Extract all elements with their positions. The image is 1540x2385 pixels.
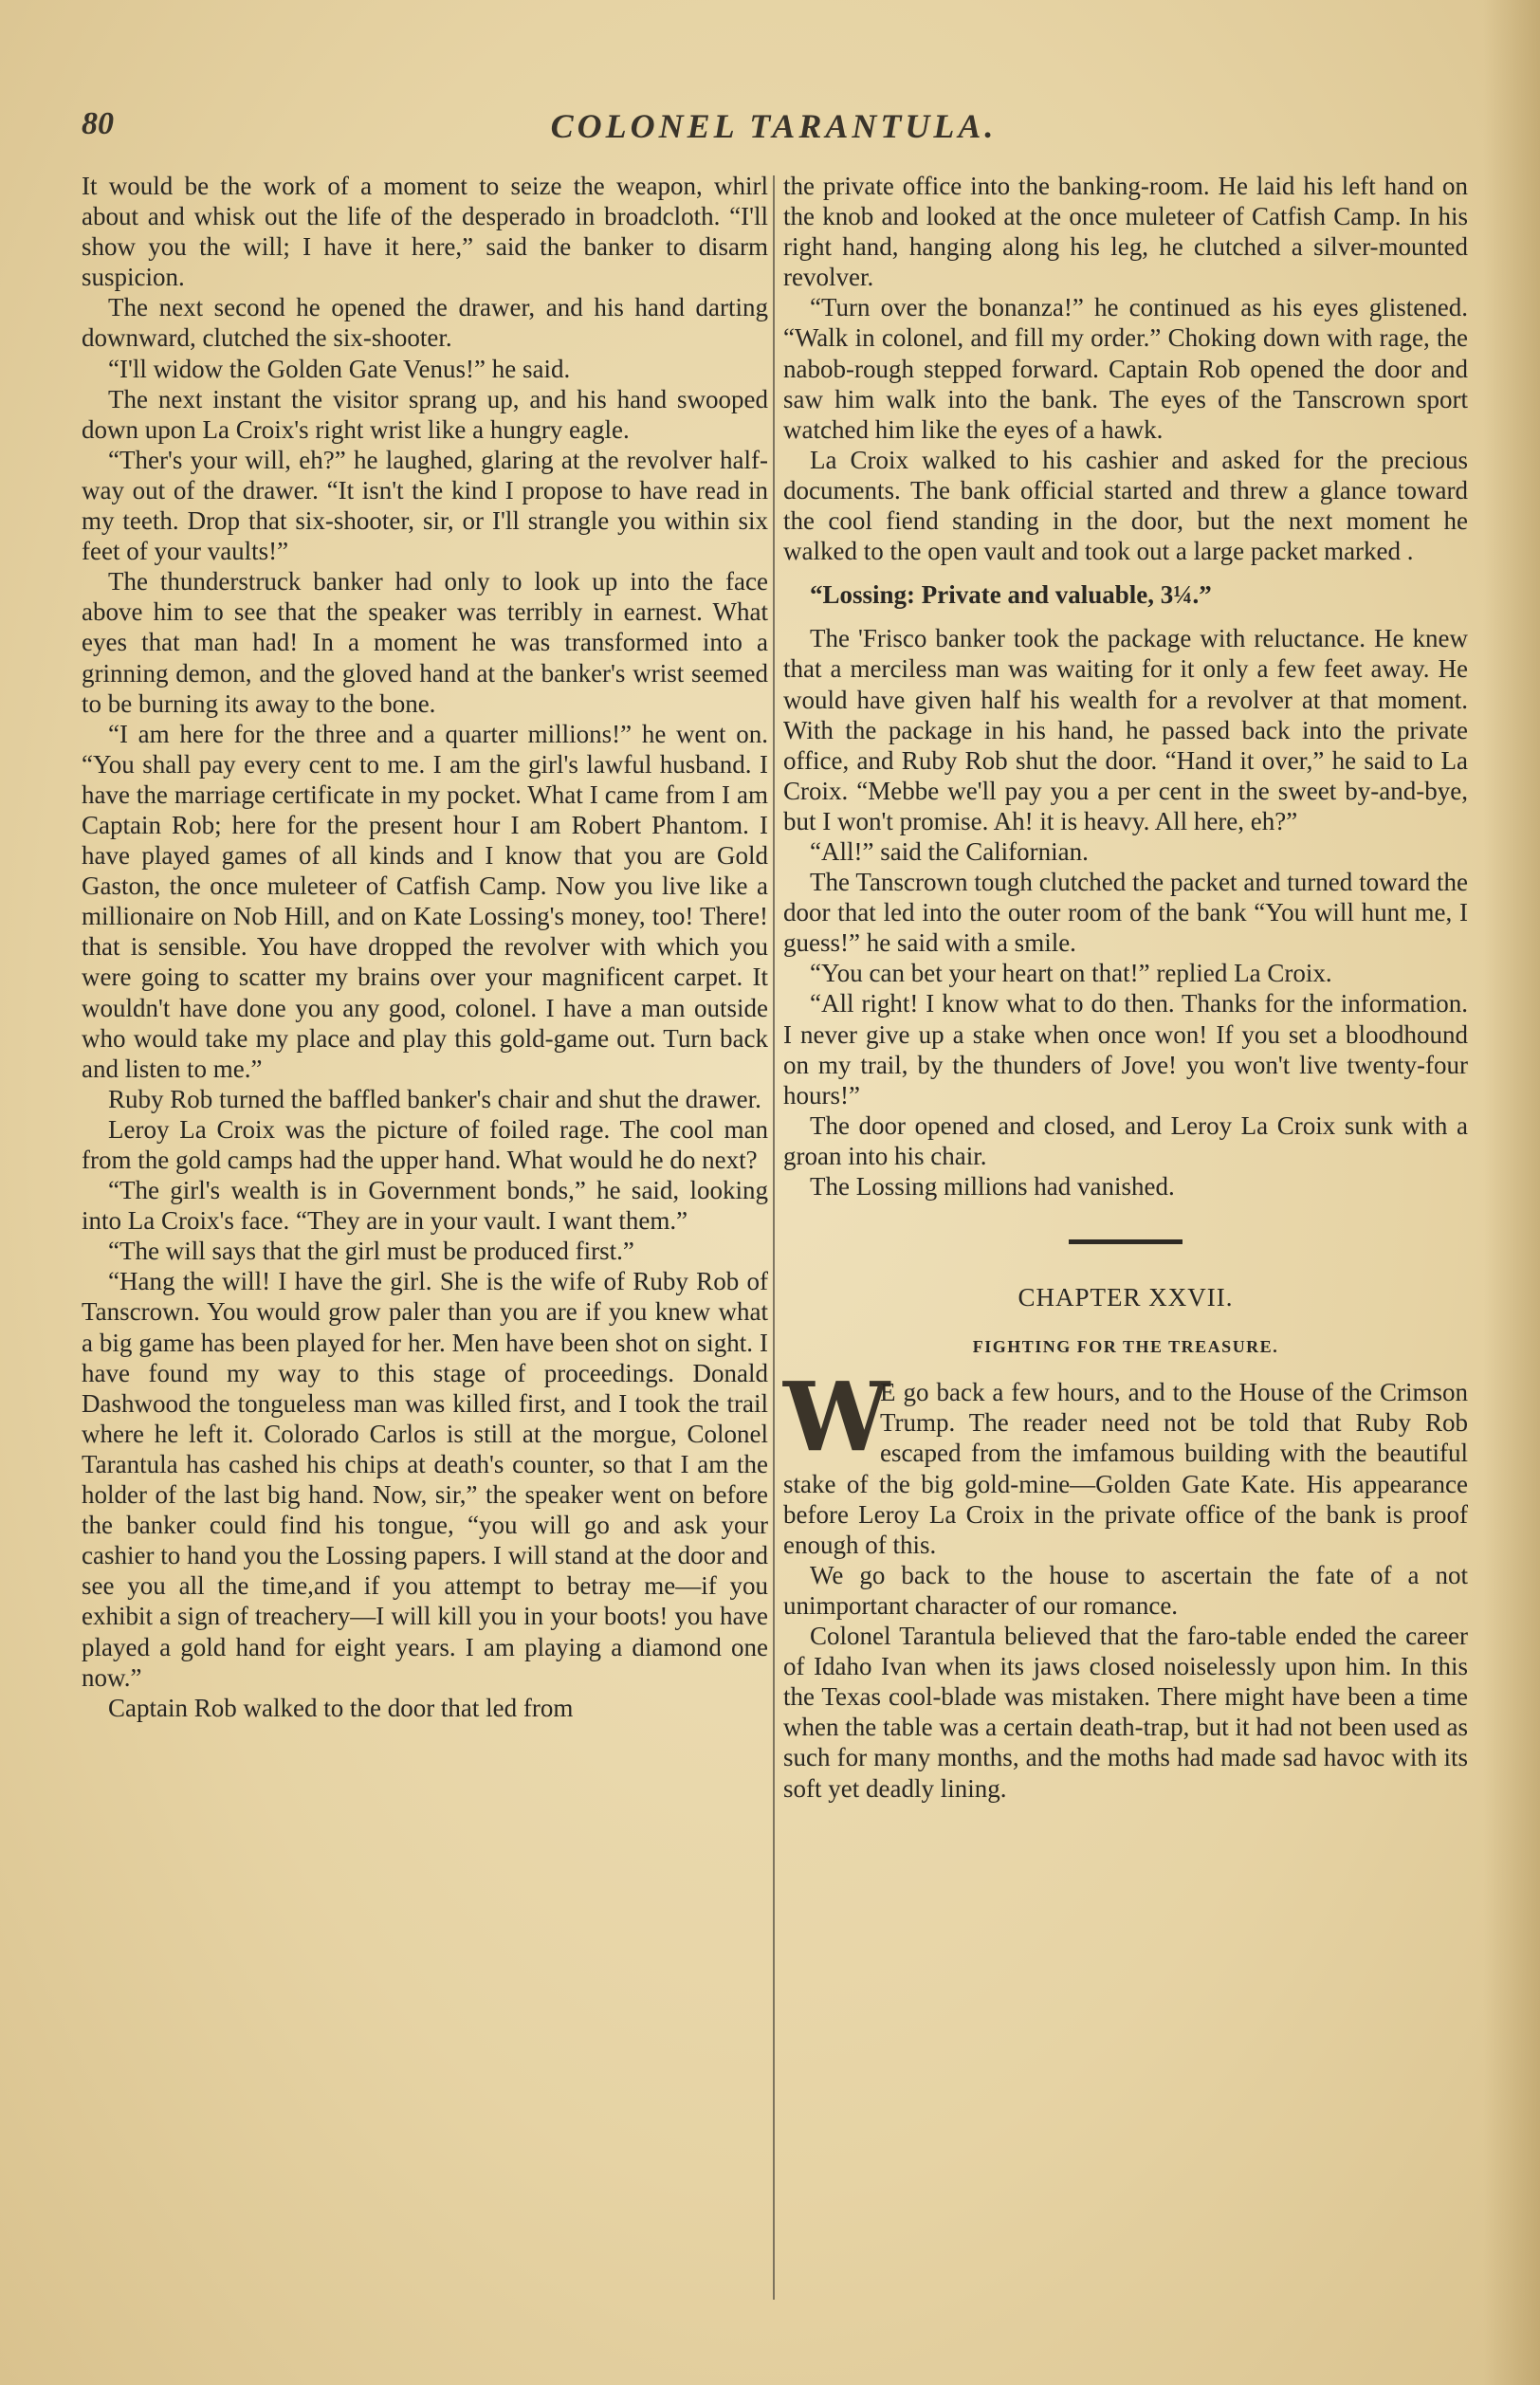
page-header	[82, 106, 1466, 154]
paragraph: “All right! I know what to do then. Thanks for the information. I never give up a stake when once won! If you set a bloodhound on my trail, by the thunders of Jove! you won't live twenty-four hours!”	[783, 989, 1468, 1110]
paragraph: the private office into the banking-room. He laid his left hand on the knob and looked at the once muleteer of Catfish Camp. In his right hand, hanging along his leg, he clutched a silver-mounted revolver.	[783, 172, 1468, 292]
paragraph: “I am here for the three and a quarter millions!” he went on. “You shall pay every cent to me. I am the girl's lawful husband. I have the marriage certificate in my pocket. What I came from I am Captain Rob; here for the present hour I am Robert Phantom. I have played games of all kinds and I know that you are Gold Gaston, the once muleteer of Catfish Camp. Now you live like a millionaire on Nob Hill, and on Kate Lossing's money, too! There! that is sensible. You have dropped the revolver with which you were going to scatter my brains over your magnificent carpet. It wouldn't have done you any good, colonel. I have a man outside who would take my place and play this gold-game out. Turn back and listen to me.”	[82, 719, 768, 1083]
paragraph: “Turn over the bonanza!” he continued as his eyes glistened. “Walk in colonel, and fill my order.” Choking down with rage, the nabob-rough stepped forward. Captain Rob opened the door and saw him walk into the bank. The eyes of the Tanscrown sport watched him like the eyes of a hawk.	[783, 293, 1468, 444]
chapter-opening-paragraph	[783, 1361, 1468, 1560]
paragraph: The 'Frisco banker took the package with reluctance. He knew that a merciless man was waiting for it only a few feet away. He would have given half his wealth for a revolver at that moment. With the package in his hand, he passed back into the private office, and Ruby Rob shut the door. “Hand it over,” he said to La Croix. “Mebbe we'll pay you a per cent in the sweet by-and-bye, but I won't promise. Ah! it is heavy. All here, eh?”	[783, 624, 1468, 835]
paragraph: “You can bet your heart on that!” replied La Croix.	[810, 959, 1332, 988]
paragraph: Leroy La Croix was the picture of foiled rage. The cool man from the gold camps had the upper hand. What would he do next?	[82, 1114, 768, 1174]
paragraph: Captain Rob walked to the door that led from	[108, 1693, 574, 1722]
paragraph: The next second he opened the drawer, and his hand darting downward, clutched the six-shooter.	[82, 293, 768, 353]
running-title: COLONEL TARANTULA.	[550, 107, 998, 145]
paragraph: The Tanscrown tough clutched the packet and turned toward the door that led into the outer room of the bank “You will hunt me, I guess!” he said with a smile.	[783, 868, 1468, 958]
paragraph: Colonel Tarantula believed that the faro-table ended the career of Idaho Ivan when its jaws closed noiselessly upon him. In this the Texas cool-blade was mistaken. There might have been a time when the table was a certain death-trap, but it had not been used as such for many months, and the moths had made sad havoc with its soft yet deadly lining.	[783, 1622, 1468, 1803]
paragraph: The next instant the visitor sprang up, and his hand swooped down upon La Croix's right wrist like a hungry eagle.	[82, 384, 768, 444]
paragraph: “Hang the will! I have the girl. She is the wife of Ruby Rob of Tanscrown. You would grow paler than you are if you knew what a big game has been played for her. Men have been shot on sight. I have found my way to this stage of proceedings. Donald Dashwood the tongueless man was killed first, and I took the trail where he left it. Colorado Carlos is still at the morgue, Colonel Tarantula has cashed his chips at death's counter, so that I am the holder of the last big hand. Now, sir,” the speaker went on before the banker could find his tongue, “you will go and ask your cashier to hand you the Lossing papers. I will stand at the door and see you all the time,and if you attempt to betray me—if you exhibit a sign of treachery—I will kill you in your boots! you have played a gold hand for eight years. I am playing a diamond one now.”	[82, 1267, 768, 1692]
packet-label-quote: “Lossing: Private and valuable, 3¼.”	[810, 580, 1212, 610]
paragraph: La Croix walked to his cashier and asked for the precious documents. The bank official started and threw a glance toward the cool fiend standing in the door, but the next moment he walked to the open vault and took out a large packet marked .	[783, 445, 1468, 566]
chapter-title: CHAPTER XXVII.	[1018, 1283, 1234, 1312]
drop-cap: W	[783, 1361, 890, 1474]
paragraph: “The girl's wealth is in Government bonds,” he said, looking into La Croix's face. “They are in your vault. I want them.”	[82, 1176, 768, 1236]
paragraph: The door opened and closed, and Leroy La Croix sunk with a groan into his chair.	[783, 1110, 1468, 1170]
section-divider	[1069, 1239, 1182, 1244]
column-divider	[773, 175, 775, 2300]
page-edge-shading	[1483, 0, 1540, 2385]
opening-text: E go back a few hours, and to the House of the Crimson Trump. The reader need not be told that Ruby Rob escaped from the imfamous building with the beautiful stake of the big gold-mine—Golden Gate Kate. His appearance before Leroy La Croix in the private office of the bank is proof enough of this.	[783, 1378, 1468, 1559]
paragraph: It would be the work of a moment to seize the weapon, whirl about and whisk out the life of the desperado in broadcloth. “I'll show you the will; I have it here,” said the banker to disarm suspicion.	[82, 172, 768, 292]
paragraph: “I'll widow the Golden Gate Venus!” he said.	[108, 354, 571, 383]
left-column	[82, 171, 768, 1723]
page-number: 80	[82, 106, 114, 141]
paragraph: Ruby Rob turned the baffled banker's chair and shut the drawer.	[108, 1084, 761, 1113]
paragraph: We go back to the house to ascertain the fate of a not unimportant character of our romance.	[783, 1560, 1468, 1620]
paragraph: “All!” said the Californian.	[810, 836, 1089, 866]
right-column	[783, 171, 1468, 1804]
paragraph: “Ther's your will, eh?” he laughed, glaring at the revolver half-way out of the drawer. “It isn't the kind I propose to have read in my teeth. Drop that six-shooter, sir, or I'll strangle you within six feet of your vaults!”	[82, 445, 768, 566]
paragraph: “The will says that the girl must be produced first.”	[108, 1237, 634, 1266]
chapter-subtitle: FIGHTING FOR THE TREASURE.	[972, 1337, 1279, 1357]
paragraph: The thunderstruck banker had only to look up into the face above him to see that the speaker was terribly in earnest. What eyes that man had! In a moment he was transformed into a grinning demon, and the gloved hand at the banker's wrist seemed to be burning its away to the bone.	[82, 567, 768, 718]
paragraph: The Lossing millions had vanished.	[810, 1172, 1175, 1201]
